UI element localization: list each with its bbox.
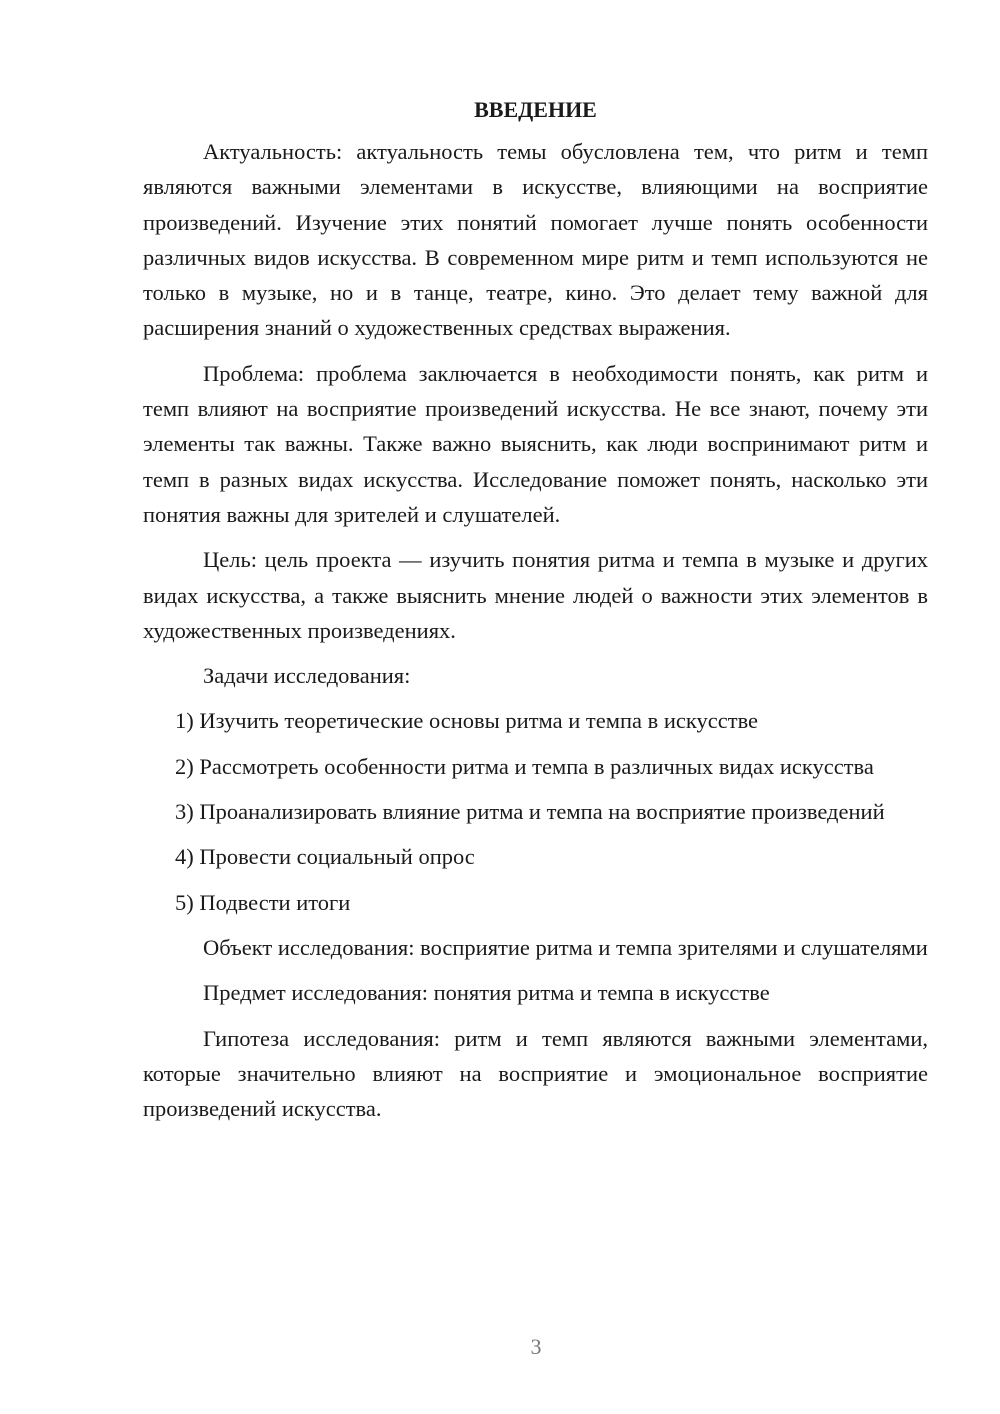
paragraph-hypothesis: Гипотеза исследования: ритм и темп являются важными элементами, которые значительно влияют на восприятие и эмоциональное восприятие произведений искусства. <box>143 1025 928 1122</box>
page-number: 3 <box>530 1334 542 1359</box>
page-content <box>143 92 928 1136</box>
paragraph-goal: Цель: цель проекта — изучить понятия ритма и темпа в музыке и других видах искусства, а также выяснить мнение людей о важности этих элементов в художественных произведениях. <box>143 547 928 643</box>
paragraph-subject: Предмет исследования: понятия ритма и темпа в искусстве <box>203 980 770 1006</box>
paragraph-object: Объект исследования: восприятие ритма и темпа зрителями и слушателями <box>203 934 928 960</box>
task-item-4: 4) Провести социальный опрос <box>175 844 475 870</box>
task-item-5: 5) Подвести итоги <box>175 889 351 915</box>
paragraph-tasks-heading: Задачи исследования: <box>203 663 411 689</box>
page-title: ВВЕДЕНИЕ <box>474 97 597 122</box>
task-item-1: 1) Изучить теоретические основы ритма и темпа в искусстве <box>175 708 759 734</box>
paragraph-problem: Проблема: проблема заключается в необходимости понять, как ритм и темп влияют на восприятие произведений искусства. Не все знают, почему эти элементы так важны. Также важно выяснить, как люди воспринимают ритм и темп в разных видах искусства. Исследование поможет понять, насколько эти понятия важны для зрителей и слушателей. <box>143 360 928 527</box>
paragraph-relevance: Актуальность: актуальность темы обусловлена тем, что ритм и темп являются важными элементами в искусстве, влияющими на восприятие произведений. Изучение этих понятий помогает лучше понять особенности различных видов искусства. В современном мире ритм и темп используются не только в музыке, но и в танце, театре, кино. Это делает тему важной для расширения знаний о художественных средствах выражения. <box>143 139 928 341</box>
task-item-2: 2) Рассмотреть особенности ритма и темпа в различных видах искусства <box>175 753 874 779</box>
task-item-3: 3) Проанализировать влияние ритма и темпа на восприятие произведений <box>175 799 885 825</box>
